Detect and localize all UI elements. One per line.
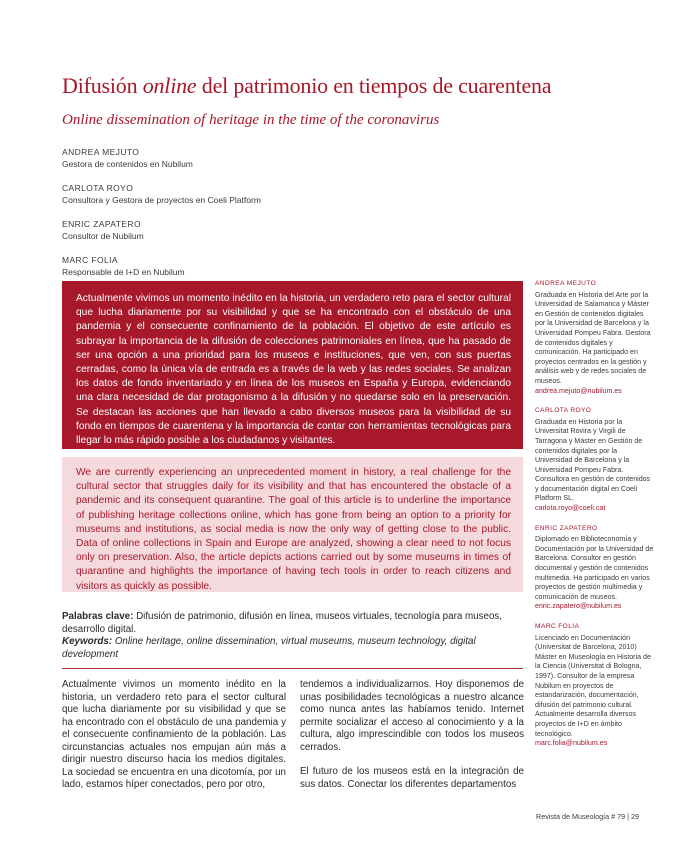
bio-text: Licenciado en Documentación (Universitat de Barcelona, 2010) Máster en Museología en Historia de la Ciencia (Universitat di Bologna, 1997). Consultor de la empresa Nubilum en proyectos de estandarización, documentación, difusión del patrimonio cultural. Actualmente desarrolla diversos proyectos de I+D en ámbito tecnológico. [535, 633, 651, 738]
bio-name: MARC FOLIA [535, 623, 580, 630]
bio-text: Diplomado en Biblioteconomía y Documentación por la Universidad de Barcelona. Consultor en gestión documental y gestión de contenidos multimedia. Ha participado en varios proyectos de gestión multimedia y comunicación de museos. [535, 535, 654, 601]
author-role: Consultora y Gestora de proyectos en Coeli Platform [62, 195, 261, 205]
bio-name: CARLOTA ROYO [535, 407, 592, 415]
bio-name: ANDREA MEJUTO [535, 280, 597, 287]
abstract-english: We are currently experiencing an unprecedented moment in history, a real challenge for the cultural sector that struggles daily for its visibility and that has encountered the obstacle of a pandemic and its consequent quarantine. The goal of this article is to underline the importance of publishing heritage collections online, which has gone from being an option to a priority for museums and institutions, as social media is now the only way of getting close to the public. Data of online collections in Spain and Europe are analyzed, showing a clear need to not focus only on preservation. Also, the article depicts actions carried out by some museums in times of quarantine and highlights the importance of having tech tools in order to reach citizens and visitors as quickly as possible. [62, 457, 523, 592]
author-bio [535, 622, 655, 749]
keywords-label: Keywords: [62, 636, 113, 647]
body-paragraph: tendemos a individualizarnos. Hoy disponemos de unas posibilidades tecnológicas a nuestro alcance como nunca antes las habíamos tenido. Internet permite socializar el acceso al conocimiento y a la cultura, algo imprescindible con todos los museos cerrados. [300, 679, 524, 753]
body-column-right [300, 679, 524, 803]
author-name: MARC FOLIA [62, 255, 118, 265]
body-column-left [62, 679, 286, 792]
author-bio [535, 524, 655, 612]
keywords-text: Difusión de patrimonio, difusión en línea, museos virtuales, tecnología para museos, desarrollo digital. [62, 611, 503, 635]
author-name: ENRIC ZAPATERO [62, 219, 141, 229]
author-name: CARLOTA ROYO [62, 183, 134, 193]
author-role: Responsable de I+D en Nubilum [62, 267, 185, 277]
page-footer: Revista de Museología # 79 | 29 [536, 812, 639, 821]
body-paragraph: El futuro de los museos está en la integración de sus datos. Conectar los diferentes departamentos [300, 766, 524, 790]
article-title: Difusión online del patrimonio en tiempos de cuarentena [62, 73, 552, 98]
keywords-section [62, 611, 523, 661]
bio-name: ENRIC ZAPATERO [535, 524, 598, 532]
keywords-label: Palabras clave: [62, 611, 134, 622]
keywords-spanish [62, 611, 523, 636]
author-entry [62, 218, 362, 242]
bio-email-link[interactable]: carlota.royo@coeli.cat [535, 504, 606, 513]
bio-text: Graduada en Historia del Arte por la Universidad de Salamanca y Máster en Gestión de contenidos digitales por la Universidad de Barcelona y la Universidad Pompeu Fabra. Gestora de contenidos digitales y comunicación. Ha participado en proyectos centrados en la gestión y análisis web y de redes sociales de museos. [535, 290, 651, 385]
keywords-english [62, 636, 523, 661]
section-divider [62, 668, 523, 669]
author-entry [62, 254, 362, 278]
author-role: Gestora de contenidos en Nubilum [62, 159, 193, 169]
author-list [62, 146, 362, 290]
author-bio [535, 406, 655, 514]
bio-text: Graduada en Historia por la Universitat Rovira y Virgili de Tarragona y Máster en Gestión de contenidos digitales por la Universidad de Barcelona y la Universidad Pompeu Fabra. Consultora en gestión de contenidos y documentación digital en Coeli Platform SL. [535, 417, 651, 503]
bio-email-link[interactable]: enric.zapatero@nubilum.es [535, 602, 622, 611]
keywords-text: Online heritage, online dissemination, virtual museums, museum technology, digital development [62, 636, 476, 660]
author-entry [62, 146, 362, 170]
author-bio-sidebar [535, 279, 655, 759]
article-subtitle: Online dissemination of heritage in the time of the coronavirus [62, 112, 440, 128]
bio-email-link[interactable]: andrea.mejuto@nubilum.es [535, 386, 622, 395]
author-name: ANDREA MEJUTO [62, 147, 140, 157]
abstract-spanish: Actualmente vivimos un momento inédito en la historia, un verdadero reto para el sector cultural que lucha diariamente por su visibilidad y que se ha encontrado con el obstáculo de una pandemia y el consecuente confinamiento de la población. El objetivo de este artículo es subrayar la importancia de la difusión de colecciones patrimoniales en línea, que ha pasado de ser una opción a una prioridad para los museos e instituciones, que ven, con sus puertas cerradas, como la única vía de entrada es a través de la web y las redes sociales. Se analizan los datos de fondo inventariado y en línea de los museos en España y Europa, evidenciando una clara necesidad de dar protagonismo a la difusión y no quedarse solo en la preservación. Se destacan las acciones que han llevado a cabo diversos museos para la visibilidad de su fondo en tiempos de cuarentena y la importancia de contar con herramientas tecnológicas para llegar lo más rápido posible a los ciudadanos y visitantes. [62, 281, 523, 449]
author-role: Consultor de Nubilum [62, 231, 144, 241]
author-bio [535, 279, 655, 396]
body-paragraph: Actualmente vivimos un momento inédito en la historia, un verdadero reto para el sector cultural que lucha diariamente por su visibilidad y que se ha encontrado con el obstáculo de una pandemia y el consecuente confinamiento de la población. Las circunstancias actuales nos empujan aún más a dirigir nuestro discurso hacia los medios digitales. La sociedad se encuentra en una dicotomía, por un lado, estamos híper conectados, pero por otro, [62, 679, 286, 790]
author-entry [62, 182, 362, 206]
bio-email-link[interactable]: marc.folia@nubilum.es [535, 739, 608, 748]
